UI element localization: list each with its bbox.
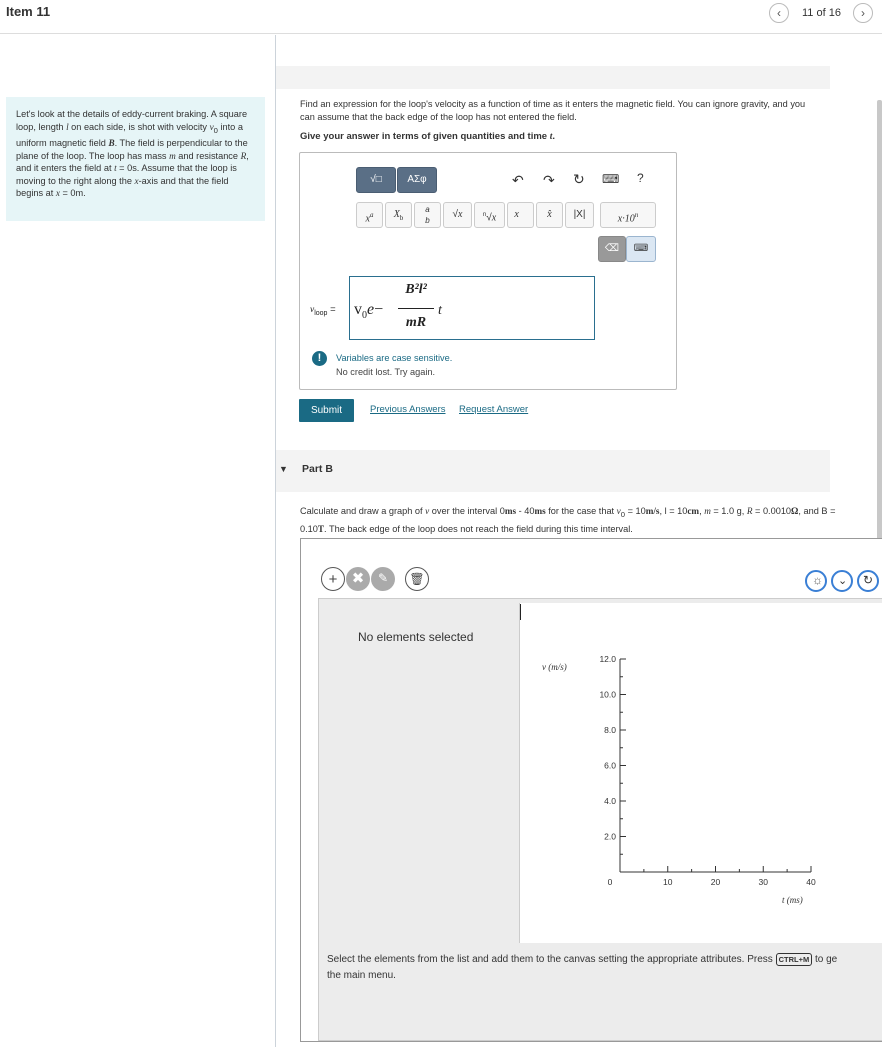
nth-root-button[interactable]: $^n$√x [474, 202, 505, 228]
chevron-down-icon: ⌄ [838, 575, 848, 587]
answer-input[interactable] [349, 276, 595, 340]
warning-subtext: No credit lost. Try again. [336, 367, 436, 377]
expression-tail: t [438, 303, 442, 318]
expression-numerator: B²l² [405, 282, 427, 297]
top-bar [0, 0, 882, 34]
keyboard-shortcuts-icon[interactable]: ⌨ [602, 172, 620, 186]
expand-menu-button[interactable] [831, 570, 853, 592]
x-tick-label: 40 [806, 877, 816, 887]
part-a-header-band [276, 66, 830, 89]
part-b-title[interactable]: Part B [302, 463, 333, 475]
superscript-button[interactable]: $x^a$ [356, 202, 383, 228]
help-icon[interactable]: ? [637, 171, 644, 185]
intro-text: Let's look at the details of eddy-current braking. A square loop, length l on each side, is shot with velocity $v_0$ into a uniform magnetic field B. The field is perpendicular to the plane of the loop. The loop has mass m and resistance R, and it enters the field at t = 0s. Assume that the loop is moving to the right along the x-axis and that the field begins at x = 0m. [16, 109, 249, 199]
give-answer-instructions: Give your answer in terms of given quantities and time t. [300, 131, 555, 142]
expression-denominator: mR [405, 315, 427, 330]
fraction-line [398, 308, 434, 309]
scientific-notation-button[interactable]: $x\cdot 10^n$ [600, 202, 656, 228]
variable-label: $v_{loop}$ = [310, 304, 336, 317]
chevron-right-icon: › [861, 6, 865, 20]
item-title: Item 11 [6, 4, 51, 19]
plus-icon: + [328, 571, 338, 588]
delete-button[interactable] [598, 236, 626, 262]
delete-element-button[interactable] [346, 567, 370, 591]
hint-button[interactable] [805, 570, 827, 592]
refresh-icon: ↻ [863, 573, 874, 587]
part-b-problem: Calculate and draw a graph of v over the interval 0ms - 40ms for the case that $v_0 = 10m/s$, l = 10cm, m = 1.0 g, R = 0.0010Ω, and B = 0.10T. The back edge of the loop does not reach the field during this time interval. [300, 506, 836, 534]
absolute-value-button[interactable]: |X| [565, 202, 594, 228]
cross-icon: ✖ [351, 570, 365, 587]
previous-item-button[interactable] [769, 3, 789, 23]
graph-canvas[interactable] [519, 603, 882, 943]
x-axis-label: t (ms) [782, 895, 803, 905]
y-tick-label: 6.0 [604, 760, 616, 771]
expression-prefix: $v_0e-$ [354, 301, 384, 322]
x-tick-label: 20 [710, 877, 721, 887]
page-count: 11 of 16 [802, 7, 841, 19]
part-b-header-band [276, 450, 830, 492]
previous-answers-link[interactable]: Previous Answers [370, 404, 446, 415]
collapse-arrow-icon[interactable]: ▼ [279, 464, 288, 474]
chevron-left-icon: ‹ [777, 6, 781, 20]
vector-button[interactable]: x⃗ [507, 202, 534, 228]
trash-icon: 🗑 [409, 572, 425, 586]
submit-button[interactable]: Submit [299, 399, 354, 422]
x-tick-label: 0 [607, 877, 613, 887]
edit-element-button[interactable] [371, 567, 395, 591]
no-elements-selected: No elements selected [358, 630, 474, 644]
y-tick-label: 10.0 [599, 689, 616, 700]
y-tick-label: 2.0 [604, 831, 616, 842]
text-cursor [520, 604, 521, 620]
warning-message: Variables are case sensitive. [336, 353, 453, 363]
x-tick-label: 30 [758, 877, 768, 887]
add-element-button[interactable] [321, 567, 345, 591]
keyboard-toggle-button[interactable] [626, 236, 656, 262]
column-divider [275, 35, 276, 1047]
intro-panel [6, 97, 265, 221]
pencil-icon: ✎ [377, 571, 389, 585]
fraction-button[interactable]: a b [414, 202, 441, 228]
backspace-icon: ⌫ [604, 243, 620, 254]
subscript-button[interactable]: $X_b$ [385, 202, 412, 228]
y-axis-label: v (m/s) [542, 662, 567, 672]
y-tick-label: 12.0 [599, 654, 616, 664]
part-a-problem: Find an expression for the loop's velocity as a function of time as it enters the magnetic field. You can ignore gravity, and you can assume that the back edge of the loop has not entered the field. [300, 99, 806, 122]
reset-graph-button[interactable] [857, 570, 879, 592]
keyboard-icon: ⌨ [633, 243, 649, 254]
request-answer-link[interactable]: Request Answer [459, 404, 529, 415]
undo-icon[interactable]: ↶ [512, 172, 524, 188]
warning-icon: ! [312, 351, 327, 366]
trash-button[interactable] [405, 567, 429, 591]
square-root-button[interactable]: √x [443, 202, 472, 228]
y-tick-label: 8.0 [604, 725, 616, 735]
lightbulb-icon: ☼ [812, 573, 823, 587]
ctrl-m-key: CTRL+M [776, 953, 813, 966]
templates-button[interactable] [356, 167, 396, 193]
templates-icon: √□ [370, 174, 382, 185]
unit-vector-button[interactable]: x̂ [536, 202, 563, 228]
instructions-footnote: Select the elements from the list and add them to the canvas setting the appropriate attributes. Press CTRL+M to ge the main menu. [327, 954, 838, 981]
greek-letters-button[interactable]: ΑΣφ [397, 167, 437, 193]
x-tick-label: 10 [663, 877, 673, 887]
redo-icon[interactable]: ↷ [543, 172, 555, 188]
y-tick-label: 4.0 [604, 796, 616, 806]
reset-icon[interactable]: ↻ [573, 171, 585, 187]
next-item-button[interactable] [853, 3, 873, 23]
velocity-chart[interactable] [520, 603, 882, 943]
